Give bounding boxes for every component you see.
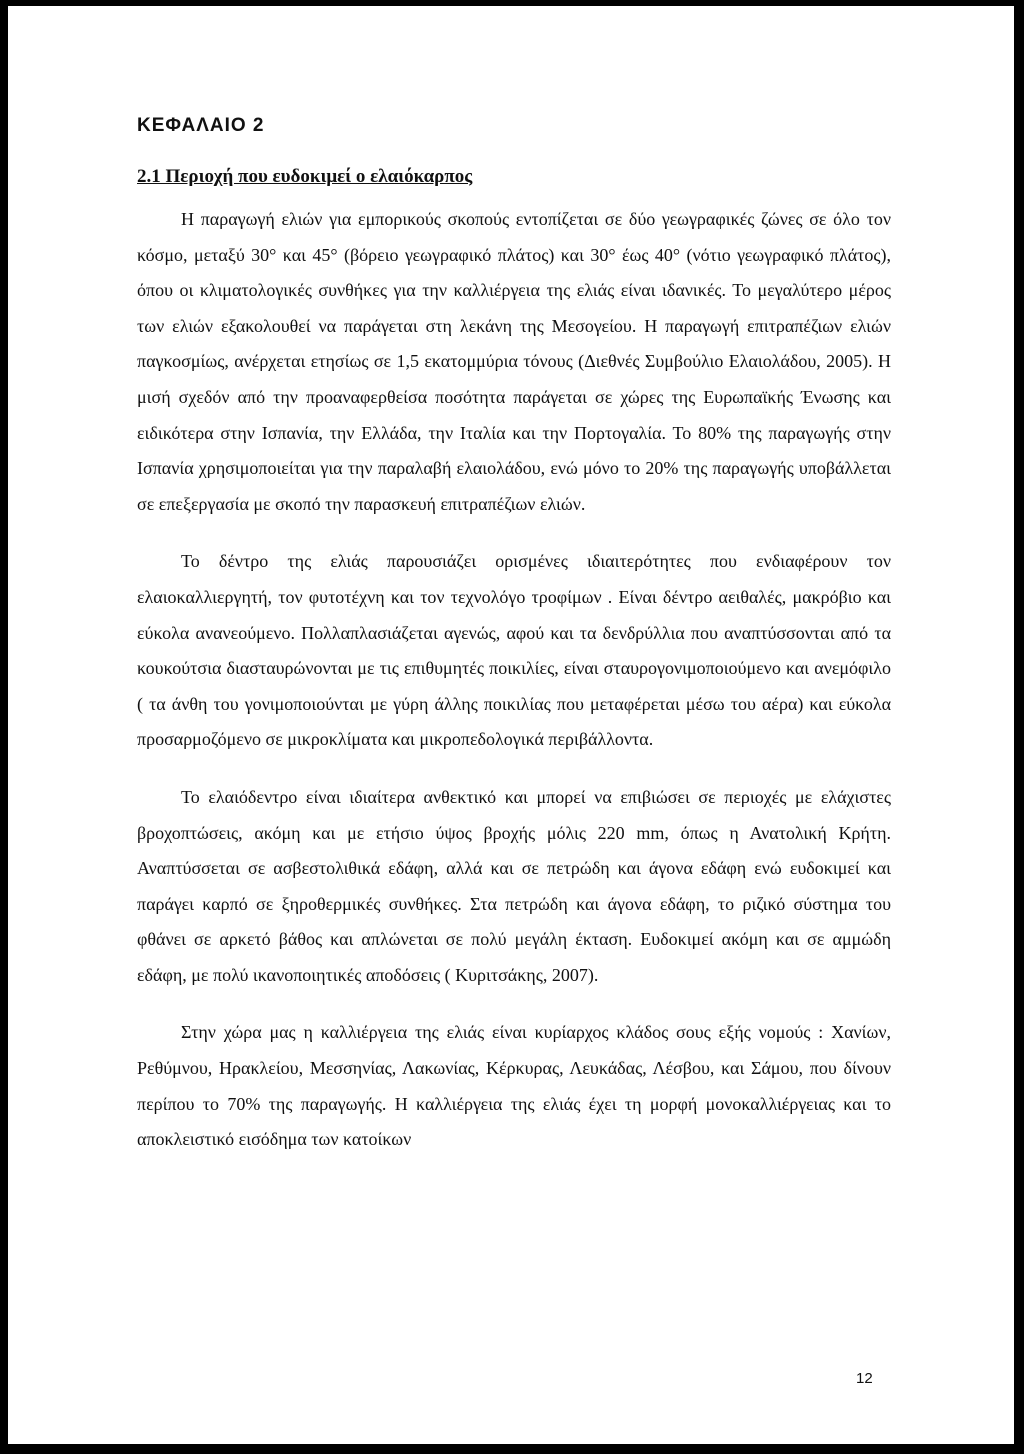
section-heading: 2.1 Περιοχή που ευδοκιμεί ο ελαιόκαρπος bbox=[137, 166, 473, 187]
scan-border-top bbox=[0, 0, 1024, 6]
paragraph-olive-tree-traits: Το δέντρο της ελιάς παρουσιάζει ορισμένες ιδιαιτερότητες που ενδιαφέρουν τον ελαιοκαλλιεργητή, τον φυτοτέχνη και τον τεχνολόγο τροφίμων . Είναι δέντρο αειθαλές, μακρόβιο και εύκολα ανανεούμενο. Πολλαπλασιάζεται αγενώς, αφού και τα δενδρύλλια που αναπτύσσονται από τα κουκούτσια διασταυρώνονται με τις επιθυμητές ποικιλίες, είναι σταυρογονιμοποιούμενο και ανεμόφιλο ( τα άνθη του γονιμοποιούνται με γύρη άλλης ποικιλίας που μεταφέρεται μέσω του αέρα) και εύκολα προσαρμοζόμενο σε μικροκλίματα και μικροπεδολογικά περιβάλλοντα. bbox=[137, 551, 891, 750]
page-number: 12 bbox=[856, 1370, 873, 1387]
paragraph-production-zones: Η παραγωγή ελιών για εμπορικούς σκοπούς εντοπίζεται σε δύο γεωγραφικές ζώνες σε όλο τον κόσμο, μεταξύ 30° και 45° (βόρειο γεωγραφικό πλάτος) και 30° έως 40° (νότιο γεωγραφικό πλάτος), όπου οι κλιματολογικές συνθήκες για την καλλιέργεια της ελιάς είναι ιδανικές. Το μεγαλύτερο μέρος των ελιών εξακολουθεί να παράγεται στη λεκάνη της Μεσογείου. Η παραγωγή επιτραπέζιων ελιών παγκοσμίως, ανέρχεται ετησίως σε 1,5 εκατομμύρια τόνους (Διεθνές Συμβούλιο Ελαιολάδου, 2005). Η μισή σχεδόν από την προαναφερθείσα ποσότητα παράγεται σε χώρες της Ευρωπαϊκής Ένωσης και ειδικότερα στην Ισπανία, την Ελλάδα, την Ιταλία και την Πορτογαλία. Το 80% της παραγωγής στην Ισπανία χρησιμοποιείται για την παραλαβή ελαιολάδου, ενώ μόνο το 20% της παραγωγής υποβάλλεται σε επεξεργασία με σκοπό την παρασκευή επιτραπέζιων ελιών. bbox=[137, 209, 891, 514]
paragraph-resilience: Το ελαιόδεντρο είναι ιδιαίτερα ανθεκτικό και μπορεί να επιβιώσει σε περιοχές με ελάχιστες βροχοπτώσεις, ακόμη και με ετήσιο ύψος βροχής μόλις 220 mm, όπως η Ανατολική Κρήτη. Αναπτύσσεται σε ασβεστολιθικά εδάφη, αλλά και σε πετρώδη και άγονα εδάφη ενώ ευδοκιμεί και παράγει καρπό σε ξηροθερμικές συνθήκες. Στα πετρώδη και άγονα εδάφη, το ριζικό σύστημα του φθάνει σε αρκετό βάθος και απλώνεται σε πολύ μεγάλη έκταση. Ευδοκιμεί ακόμη και σε αμμώδη εδάφη, με πολύ ικανοποιητικές αποδόσεις ( Κυριτσάκης, 2007). bbox=[137, 786, 891, 985]
page-content bbox=[137, 112, 891, 1158]
scan-border-left bbox=[0, 0, 8, 1454]
scan-border-bottom bbox=[0, 1444, 1024, 1454]
paragraph-greek-regions: Στην χώρα μας η καλλιέργεια της ελιάς είναι κυρίαρχος κλάδος σους εξής νομούς : Χανίων, Ρεθύμνου, Ηρακλείου, Μεσσηνίας, Λακωνίας, Κέρκυρας, Λευκάδας, Λέσβου, και Σάμου, που δίνουν περίπου το 70% της παραγωγής. Η καλλιέργεια της ελιάς έχει τη μορφή μονοκαλλιέργειας και το αποκλειστικό εισόδημα των κατοίκων bbox=[137, 1022, 891, 1150]
scan-border-right bbox=[1014, 0, 1024, 1454]
chapter-heading: ΚΕΦΑΛΑΙΟ 2 bbox=[137, 115, 265, 136]
